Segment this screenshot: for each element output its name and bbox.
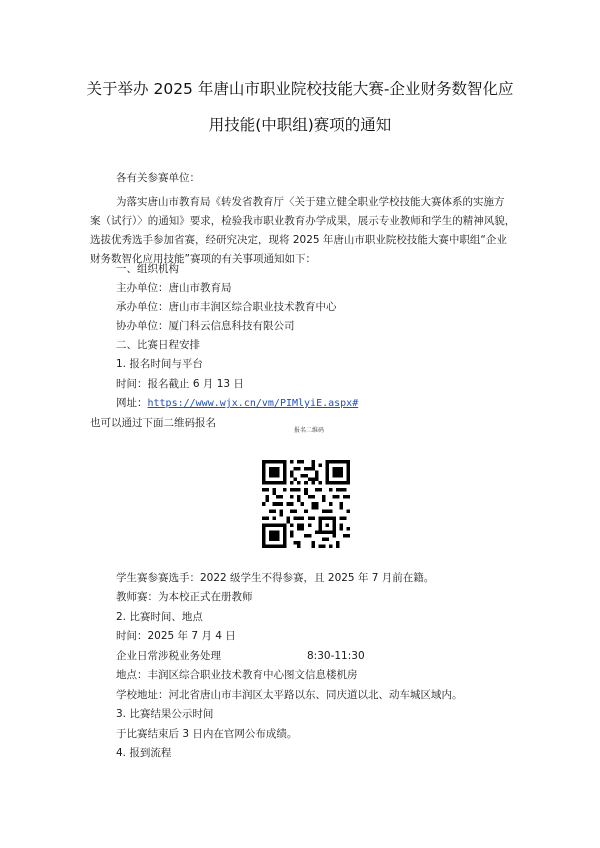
intro-paragraph-line-2: 案（试行）〉的通知》要求，检验我市职业教育办学成果，展示专业教师和学生的精神风貌，: [90, 215, 516, 227]
document-title-line-2: 用技能(中职组)赛项的通知: [208, 116, 392, 134]
co-organizer-line: 协办单位：厦门科云信息科技有限公司: [116, 320, 295, 332]
result-publication-note: 于比赛结束后 3 日内在官网公布成绩。: [116, 728, 298, 740]
signup-heading: 1. 报名时间与平台: [116, 358, 203, 370]
website-label: 网址：: [116, 397, 148, 409]
qr-note: 也可以通过下面二维码报名: [90, 417, 216, 429]
match-date: 时间：2025 年 7 月 4 日: [116, 630, 236, 642]
organizer-line: 主办单位：唐山市教育局: [116, 282, 232, 294]
match-event-line: [116, 649, 365, 663]
website-line: [116, 396, 358, 411]
salutation: 各有关参赛单位：: [116, 172, 200, 184]
match-event: 企业日常涉税业务处理: [116, 650, 221, 662]
qr-code-icon[interactable]: [262, 460, 350, 548]
signup-link[interactable]: https://www.wjx.cn/vm/PIMlyiE.aspx#: [147, 398, 359, 409]
signup-deadline: 时间：报名截止 6 月 13 日: [116, 378, 244, 390]
document-title-line-1: 关于举办 2025 年唐山市职业院校技能大赛-企业财务数智化应: [86, 80, 514, 98]
result-publication-heading: 3. 比赛结果公示时间: [116, 708, 214, 720]
check-in-heading: 4. 报到流程: [116, 747, 172, 759]
section-schedule-heading: 二、比赛日程安排: [116, 339, 200, 351]
intro-paragraph-line-4: 财务数智化应用技能”赛项的有关事项通知如下：: [90, 253, 316, 265]
match-time-location-heading: 2. 比赛时间、地点: [116, 611, 203, 623]
qr-caption: 报名二维码: [293, 427, 324, 434]
intro-paragraph-line-3: 选拔优秀选手参加省赛，经研究决定，现将 2025 年唐山市职业院校技能大赛中职组“企业: [90, 234, 507, 246]
host-line: 承办单位：唐山市丰润区综合职业技术教育中心: [116, 301, 337, 313]
venue: 地点：丰润区综合职业技术教育中心图文信息楼机房: [116, 669, 358, 681]
student-eligibility: 学生赛参赛选手：2022 级学生不得参赛，且 2025 年 7 月前在籍。: [116, 572, 435, 584]
section-organization-heading: 一、组织机构: [116, 263, 179, 275]
teacher-eligibility: 教师赛：为本校正式在册教师: [116, 591, 253, 603]
school-address: 学校地址：河北省唐山市丰润区太平路以东、同庆道以北、动车城区域内。: [116, 689, 463, 701]
match-hours: 8:30-11:30: [307, 650, 365, 662]
intro-paragraph-line-1: 为落实唐山市教育局《转发省教育厅〈关于建立健全职业学校技能大赛体系的实施方: [116, 196, 505, 208]
